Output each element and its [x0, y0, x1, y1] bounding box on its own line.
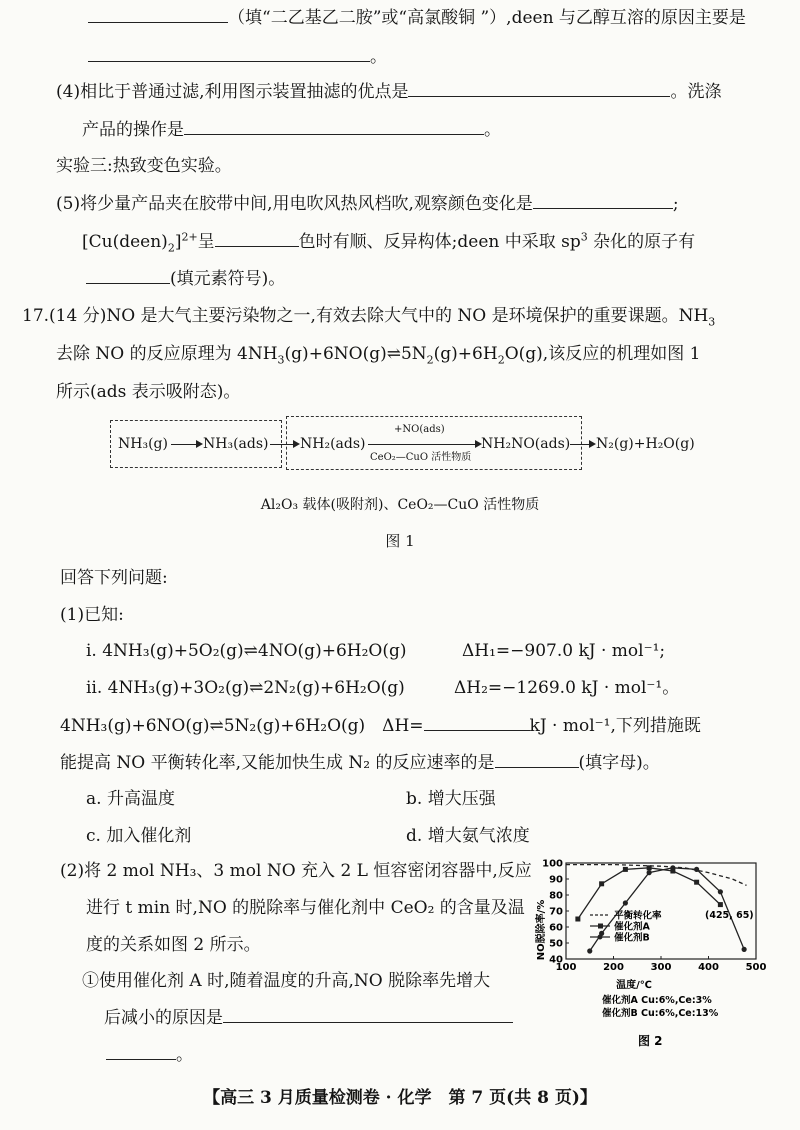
- data-point: [623, 900, 628, 905]
- flow-arrow: [171, 444, 201, 445]
- answer-blank[interactable]: [106, 1043, 176, 1060]
- catalyst-b-composition: 催化剂B Cu:6%,Ce:13%: [602, 1008, 719, 1019]
- exp3-heading: 实验三:热致变色实验。: [56, 156, 232, 176]
- data-point: [623, 867, 628, 872]
- y-axis-label: NO脱除率/%: [536, 899, 547, 961]
- p2-q1-line-3: 。: [0, 1043, 800, 1066]
- answer-blank[interactable]: [533, 192, 673, 209]
- option-a: a. 升高温度: [86, 789, 175, 809]
- answer-blank[interactable]: [86, 267, 170, 284]
- figure-2-svg: [530, 855, 795, 1055]
- figure-2-chart: [530, 855, 795, 1055]
- data-point: [694, 880, 699, 885]
- answer-blank[interactable]: [215, 230, 299, 247]
- flow-nh3-gas: NH₃(g): [118, 436, 168, 452]
- legend-marker: [598, 935, 603, 940]
- p2-line-1: (2)将 2 mol NH₃、3 mol NO 充入 2 L 恒容密闭容器中,反应: [60, 861, 532, 881]
- q17-intro-3: 所示(ads 表示吸附态)。: [56, 382, 241, 402]
- q5-line-1: (5)将少量产品夹在胶带中间,用电吹风热风档吹,观察颜色变化是 ;: [56, 194, 679, 214]
- y-tick-label: 80: [549, 890, 563, 902]
- equation-2: ⅱ. 4NH₃(g)+3O₂(g)⇌2N₂(g)+6H₂O(g) ΔH₂=−1269.0 kJ · mol⁻¹。: [86, 678, 680, 698]
- y-tick-label: 60: [549, 922, 563, 934]
- data-point: [575, 917, 580, 922]
- equation-3: 4NH₃(g)+6NO(g)⇌5N₂(g)+6H₂O(g) ΔH= kJ · mol⁻¹,下列措施既: [60, 716, 701, 736]
- option-b: b. 增大压强: [406, 789, 496, 809]
- data-point: [587, 948, 592, 953]
- p2-q1-line-1: ①使用催化剂 A 时,随着温度的升高,NO 脱除率先增大: [82, 971, 491, 991]
- answer-blank[interactable]: [88, 45, 370, 62]
- legend-label: 平衡转化率: [614, 910, 662, 922]
- data-point: [647, 865, 652, 870]
- q5-line-3: (填元素符号)。: [0, 267, 800, 290]
- y-tick-label: 70: [549, 906, 563, 918]
- answer-prompt: 回答下列问题:: [60, 568, 168, 588]
- answer-blank[interactable]: [88, 6, 228, 23]
- flow-products: N₂(g)+H₂O(g): [596, 436, 695, 452]
- flow-arrow: [570, 444, 594, 445]
- data-point: [742, 947, 747, 952]
- flow-over-label: +NO(ads): [394, 424, 445, 435]
- support-label: Al₂O₃ 载体(吸附剂)、CeO₂—CuO 活性物质: [260, 497, 540, 513]
- answer-blank[interactable]: [223, 1006, 513, 1023]
- flow-nh2no-ads: NH₂NO(ads): [481, 436, 571, 452]
- legend-label: 催化剂A: [614, 921, 650, 933]
- x-axis-label: 温度/℃: [616, 980, 652, 991]
- q5-line-2: $[Cu(deen)_2]^{2+}$呈 色时有顺、反异构体;deen 中采取 $sp^3$ 杂化的原子有: [82, 230, 696, 255]
- flow-nh2-ads: NH₂(ads): [300, 436, 366, 452]
- p2-line-3: 度的关系如图 2 所示。: [86, 935, 261, 955]
- p2-line-2: 进行 t min 时,NO 的脱除率与催化剂中 CeO₂ 的含量及温: [86, 898, 525, 918]
- q16-line-2: 。: [0, 45, 800, 68]
- answer-blank[interactable]: [495, 751, 579, 768]
- p1-question-2: 能提高 NO 平衡转化率,又能加快生成 N₂ 的反应速率的是 (填字母)。: [60, 753, 660, 773]
- options-row-2: [0, 825, 800, 847]
- figure-1-caption: 图 1: [385, 532, 415, 550]
- y-tick-label: 40: [549, 954, 563, 966]
- answer-blank[interactable]: [424, 714, 530, 731]
- catalyst-a-composition: 催化剂A Cu:6%,Ce:3%: [602, 995, 712, 1006]
- q17-intro-1: 17.(14 分)NO 是大气主要污染物之一,有效去除大气中的 NO 是环境保护的重要课题。$NH_3$: [22, 306, 716, 329]
- page-footer: 【高三 3 月质量检测卷 · 化学 第 7 页(共 8 页)】: [203, 1088, 597, 1108]
- options-row-1: [0, 788, 800, 810]
- point-annotation: (425, 65): [705, 910, 754, 921]
- legend-marker: [598, 924, 603, 929]
- data-point: [694, 867, 699, 872]
- x-tick-label: 200: [603, 962, 624, 973]
- q4-text: (4)相比于普通过滤,利用图示装置抽滤的优点是: [56, 82, 409, 102]
- p1-known: (1)已知:: [60, 605, 124, 625]
- flow-arrow: [270, 444, 298, 445]
- x-tick-label: 400: [698, 962, 719, 973]
- flow-under-label: CeO₂—CuO 活性物质: [370, 452, 472, 463]
- option-c: c. 加入催化剂: [86, 826, 192, 846]
- flow-arrow: [368, 444, 480, 445]
- q4-line-2: 产品的操作是 。: [82, 120, 501, 140]
- figure-2-caption: 图 2: [638, 1034, 663, 1048]
- q17-intro-2: 去除 NO 的反应原理为 $4NH_3(g)+6NO(g)\rightleftharpoons 5N_2(g)+6H_2O(g)$,该反应的机理如图 1: [56, 344, 701, 367]
- p2-q1-line-2: 后减小的原因是: [0, 1006, 800, 1029]
- data-point: [647, 870, 652, 875]
- answer-blank[interactable]: [184, 118, 484, 135]
- x-tick-label: 500: [745, 962, 767, 973]
- y-tick-label: 90: [549, 874, 563, 886]
- data-point: [599, 881, 604, 886]
- equation-1: ⅰ. 4NH₃(g)+5O₂(g)⇌4NO(g)+6H₂O(g) ΔH₁=−907.0 kJ · mol⁻¹;: [86, 641, 666, 661]
- q16-line-1: [0, 6, 800, 29]
- series-line-1: [566, 865, 747, 886]
- q4-line-1: (4)相比于普通过滤,利用图示装置抽滤的优点是 。洗涤: [56, 82, 722, 102]
- y-tick-label: 50: [549, 938, 563, 950]
- data-point: [670, 865, 675, 870]
- data-point: [718, 902, 723, 907]
- x-tick-label: 300: [650, 962, 672, 973]
- option-d: d. 增大氨气浓度: [406, 826, 530, 846]
- x-tick-label: 100: [555, 962, 577, 973]
- y-tick-label: 100: [542, 858, 563, 870]
- legend-label: 催化剂B: [614, 932, 650, 944]
- answer-blank[interactable]: [408, 80, 670, 97]
- q16-hint: （填“二乙基乙二胺”或“高氯酸铜 ”）,deen 与乙醇互溶的原因主要是: [228, 8, 746, 28]
- flow-nh3-ads: NH₃(ads): [203, 436, 269, 452]
- data-point: [718, 889, 723, 894]
